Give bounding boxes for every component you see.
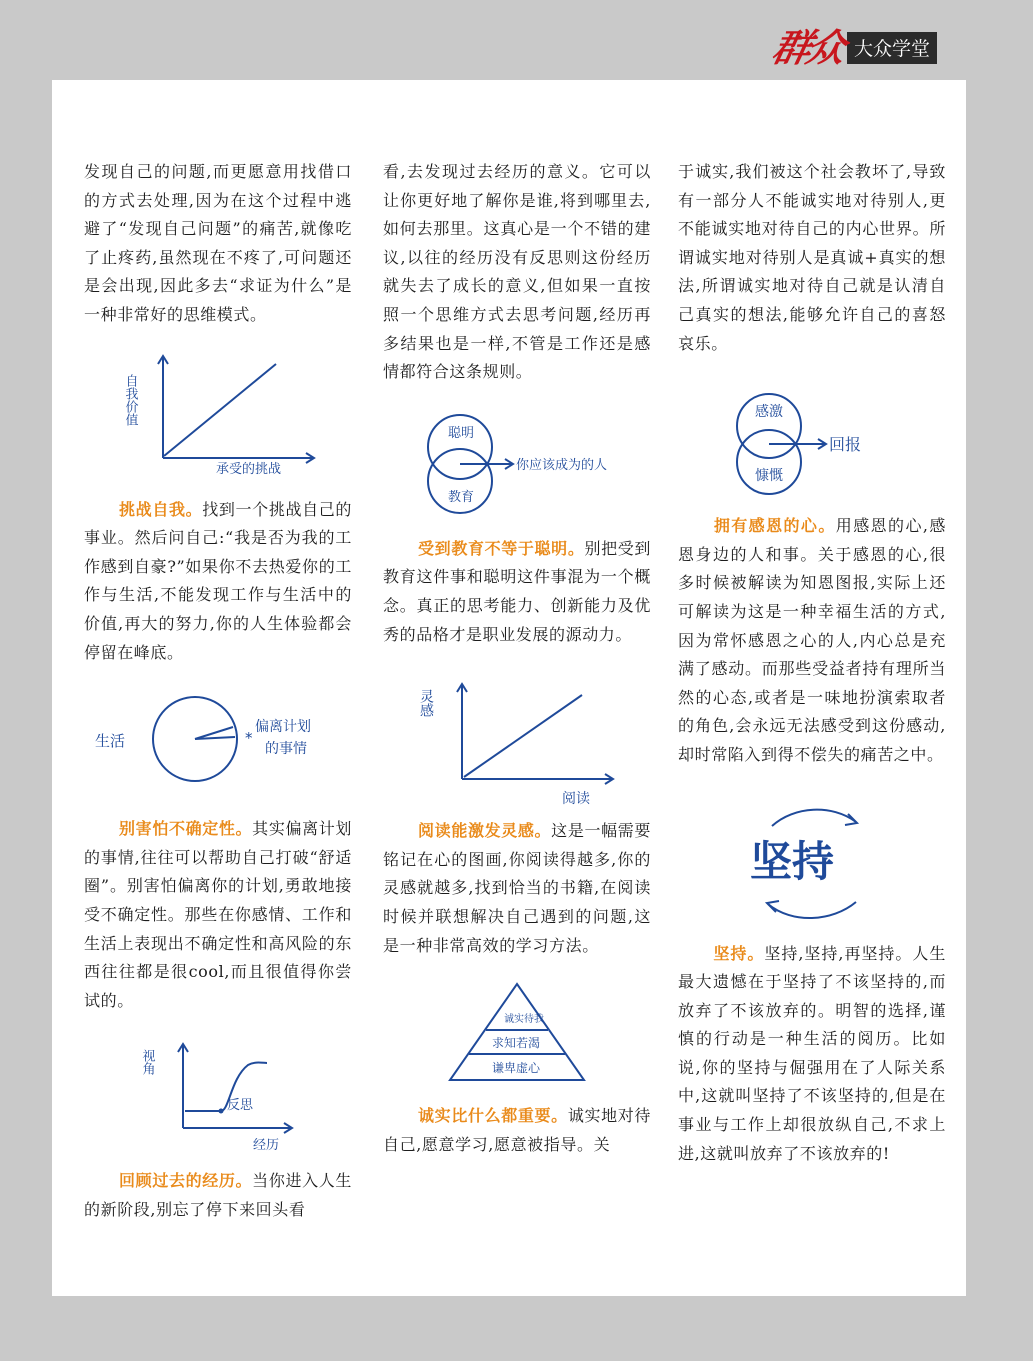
- illus-venn-education: [402, 409, 632, 519]
- col1-intro: 发现自己的问题,而更愿意用找借口的方式去处理,因为在这个过程中逃避了“发现自己问题”的痛苦,就像吃了止疼药,虽然现在不疼了,可问题还是会出现,因此多去“求证为什么”是一种非常好的思维模式。: [84, 162, 352, 324]
- venn-top-label: 聪明: [448, 425, 475, 441]
- section-challenge: [84, 496, 352, 668]
- section-uncertainty: [84, 815, 352, 1015]
- venn-bottom-label: 教育: [448, 489, 475, 505]
- masthead-logo: 群众: [768, 25, 846, 70]
- col3-continuation: 于诚实,我们被这个社会教坏了,导致有一部分人不能诚实地对待别人,更不能诚实地对待自己的内心世界。所谓诚实地对待别人是真诚+真实的想法,所谓诚实地对待自己就是认清自己真实的想法,能够允许自己的喜怒哀乐。: [678, 162, 946, 353]
- chart-ylabel: 灵感: [418, 689, 434, 718]
- illus-life-circle: [93, 691, 343, 791]
- section-title: 挑战自我。: [119, 499, 203, 519]
- section-title: 别害怕不确定性。: [119, 819, 253, 839]
- section-body: 别把受到教育这件事和聪明这件事混为一个概念。真正的思考能力、创新能力及优秀的品格才是职业发展的源动力。: [383, 538, 651, 644]
- column-1: [84, 158, 352, 1224]
- section-persistence: [678, 940, 946, 1169]
- section-title: 拥有感恩的心。: [713, 516, 836, 536]
- deviation-label-2: 的事情: [265, 741, 307, 758]
- section-body: 当你进入人生的新阶段,别忘了停下来回头看: [84, 1171, 352, 1219]
- section-body: 诚实地对待自己,愿意学习,愿意被指导。关: [383, 1106, 651, 1154]
- column-2: [383, 158, 651, 1159]
- section-title: 受到教育不等于聪明。: [418, 538, 585, 558]
- column-3: [678, 158, 946, 1168]
- illus-pyramid: [442, 978, 592, 1088]
- pyramid-middle: 求知若渴: [492, 1036, 541, 1051]
- svg-text:*: *: [245, 729, 253, 748]
- chart-xlabel: 经历: [253, 1138, 280, 1154]
- deviation-label-1: 偏离计划: [255, 719, 311, 736]
- page: [52, 80, 966, 1296]
- persistence-word: 坚持: [750, 836, 835, 886]
- illus-perspective: [133, 1033, 303, 1153]
- illus-self-value: [118, 346, 318, 476]
- section-education: [383, 535, 651, 649]
- section-title: 回顾过去的经历。: [119, 1171, 253, 1191]
- section-reading: [383, 817, 651, 960]
- illus-venn-gratitude: [717, 388, 907, 498]
- section-title: 阅读能激发灵感。: [418, 821, 552, 841]
- section-body: 找到一个挑战自己的事业。然后问自己:“我是否为我的工作感到自豪?”如果你不去热爱你的工作与生活,不能发现工作与生活中的价值,再大的努力,你的人生体验都会停留在峰底。: [84, 499, 352, 662]
- section-gratitude: [678, 512, 946, 769]
- arrow-label: 回报: [829, 435, 862, 455]
- chart-xlabel: 阅读: [562, 791, 590, 808]
- illus-persistence: [732, 798, 892, 928]
- section-body: 这是一幅需要铭记在心的图画,你阅读得越多,你的灵感就越多,找到恰当的书籍,在阅读时候并联想解决自己遇到的问题,这是一种非常高效的学习方法。: [383, 821, 651, 955]
- chart-xlabel: 承受的挑战: [216, 461, 282, 476]
- section-title: 坚持。: [713, 943, 765, 963]
- section-body: 坚持,坚持,再坚持。人生最大遗憾在于坚持了不该坚持的,而放弃了不该放弃的。明智的选择,谨慎的行动是一种生活的阅历。比如说,你的坚持与倔强用在了人际关系中,这就叫坚持了不该坚持的,但是在事业与工作上却很放纵自己,不求上进,这就叫放弃了不该放弃的!: [678, 943, 946, 1163]
- arrow-label: 你应该成为的人: [516, 457, 608, 473]
- masthead: [768, 18, 937, 70]
- pyramid-bottom: 谦卑虚心: [492, 1061, 541, 1076]
- section-review: [84, 1167, 352, 1224]
- chart-ylabel: 自我价值: [122, 373, 138, 426]
- venn-bottom-label: 慷慨: [755, 468, 783, 485]
- col2-continuation: 看,去发现过去经历的意义。它可以让你更好地了解你是谁,将到哪里去,如何去那里。这真心是一个不错的建议,以往的经历没有反思则这份经历就失去了成长的意义,但如果一直按照一个思维方式去思考问题,经历再多结果也是一样,不管是工作还是感情都符合这条规则。: [383, 162, 651, 382]
- section-body: 其实偏离计划的事情,往往可以帮助自己打破“舒适圈”。别害怕偏离你的计划,勇敢地接受不确定性。那些在你感情、工作和生活上表现出不确定性和高风险的东西往往都是很cool,而且很值得你尝试的。: [84, 819, 352, 1010]
- venn-top-label: 感激: [755, 404, 783, 421]
- section-title: 诚实比什么都重要。: [418, 1106, 568, 1126]
- chart-ylabel: 视角: [139, 1049, 155, 1076]
- point-label: 反思: [227, 1098, 254, 1114]
- pyramid-top: 诚实待我: [504, 1014, 544, 1026]
- section-body: 用感恩的心,感恩身边的人和事。关于感恩的心,很多时候被解读为知恩图报,实际上还可解读为这是一种幸福生活的方式,因为常怀感恩之心的人,内心总是充满了感动。而那些受益者持有理所当然的心态,或者是一味地扮演索取者的角色,会永远无法感受到这份感动,却时常陷入到得不偿失的痛苦之中。: [678, 516, 946, 764]
- life-label: 生活: [95, 732, 126, 751]
- illus-reading: [412, 671, 622, 811]
- section-honesty: [383, 1102, 651, 1159]
- column-tag: 大众学堂: [847, 32, 937, 64]
